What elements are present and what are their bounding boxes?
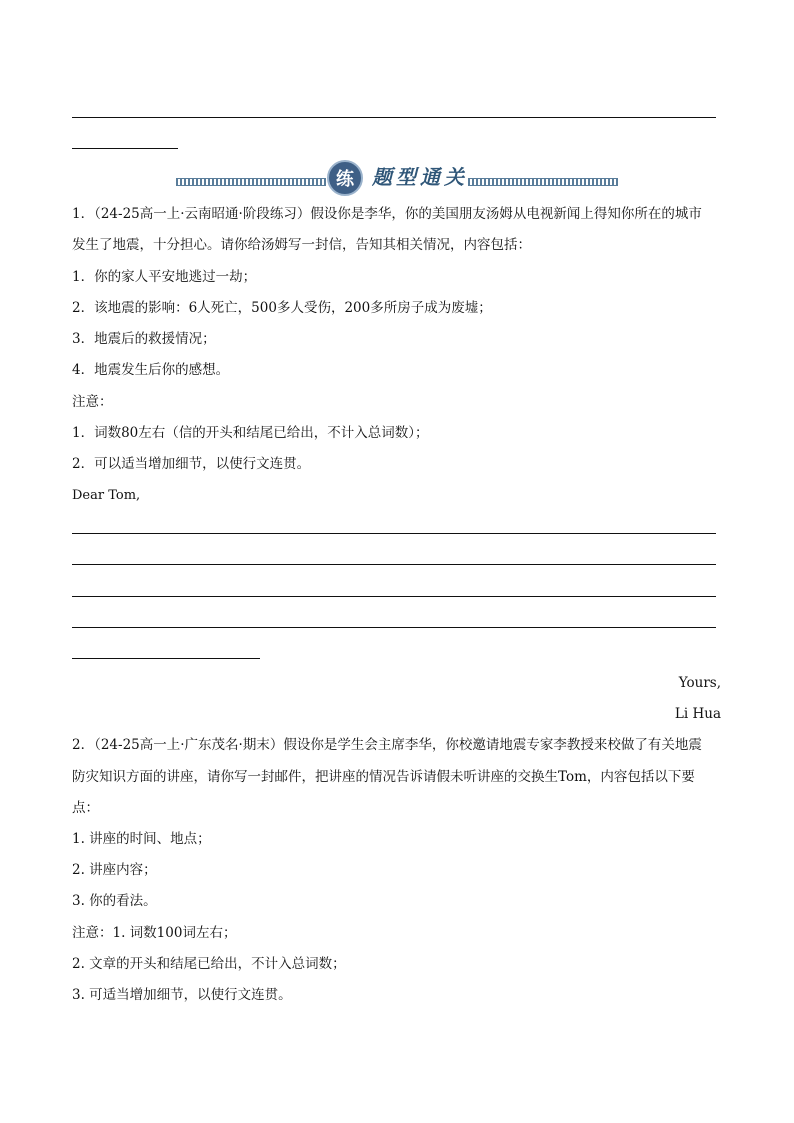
q1-note: 1．词数80左右（信的开头和结尾已给出，不计入总词数）； xyxy=(72,425,429,441)
q2-stem-line3: 点： xyxy=(72,800,99,816)
q2-point: 1. 讲座的时间、地点； xyxy=(72,831,211,847)
q1-note: 2．可以适当增加细节，以使行文连贯。 xyxy=(72,456,311,472)
header-decoration-right xyxy=(468,178,618,186)
writing-line[interactable] xyxy=(72,533,716,534)
answer-line xyxy=(72,117,716,118)
writing-line[interactable] xyxy=(72,627,716,628)
q2-note: 3. 可适当增加细节，以使行文连贯。 xyxy=(72,987,292,1003)
q1-stem-line2: 发生了地震，十分担心。请你给汤姆写一封信，告知其相关情况，内容包括： xyxy=(72,237,531,253)
q1-greeting: Dear Tom, xyxy=(72,488,141,503)
section-title: 题型通关 xyxy=(372,165,468,189)
q2-note: 注意：1. 词数100词左右； xyxy=(72,925,237,941)
answer-line xyxy=(72,148,178,149)
q2-point: 3. 你的看法。 xyxy=(72,893,157,909)
header-decoration-left xyxy=(176,178,326,186)
q1-stem-line1: 1．（24-25高一上·云南昭通·阶段练习）假设你是李华，你的美国朋友汤姆从电视新闻上得知你所在的城市 xyxy=(72,206,702,222)
writing-line[interactable] xyxy=(72,596,716,597)
section-badge: 练 xyxy=(327,160,363,196)
q2-stem-line1: 2．（24-25高一上·广东茂名·期末）假设你是学生会主席李华，你校邀请地震专家李教授来校做了有关地震 xyxy=(72,737,702,753)
q1-point: 1．你的家人平安地逃过一劫； xyxy=(72,269,257,285)
writing-line[interactable] xyxy=(72,564,716,565)
q1-point: 2．该地震的影响：6人死亡，500多人受伤，200多所房子成为废墟； xyxy=(72,300,492,316)
q1-note-label: 注意： xyxy=(72,394,113,410)
q2-point: 2. 讲座内容； xyxy=(72,862,157,878)
q2-note: 2. 文章的开头和结尾已给出，不计入总词数； xyxy=(72,956,346,972)
q1-point: 4．地震发生后你的感想。 xyxy=(72,362,230,378)
q2-stem-line2: 防灾知识方面的讲座，请你写一封邮件，把讲座的情况告诉请假未听讲座的交换生Tom，内容包括以下要 xyxy=(72,769,695,785)
writing-line[interactable] xyxy=(72,658,260,659)
q1-closing: Yours, xyxy=(678,675,721,691)
q1-signature: Li Hua xyxy=(674,706,721,722)
q1-point: 3．地震后的救援情况； xyxy=(72,331,216,347)
